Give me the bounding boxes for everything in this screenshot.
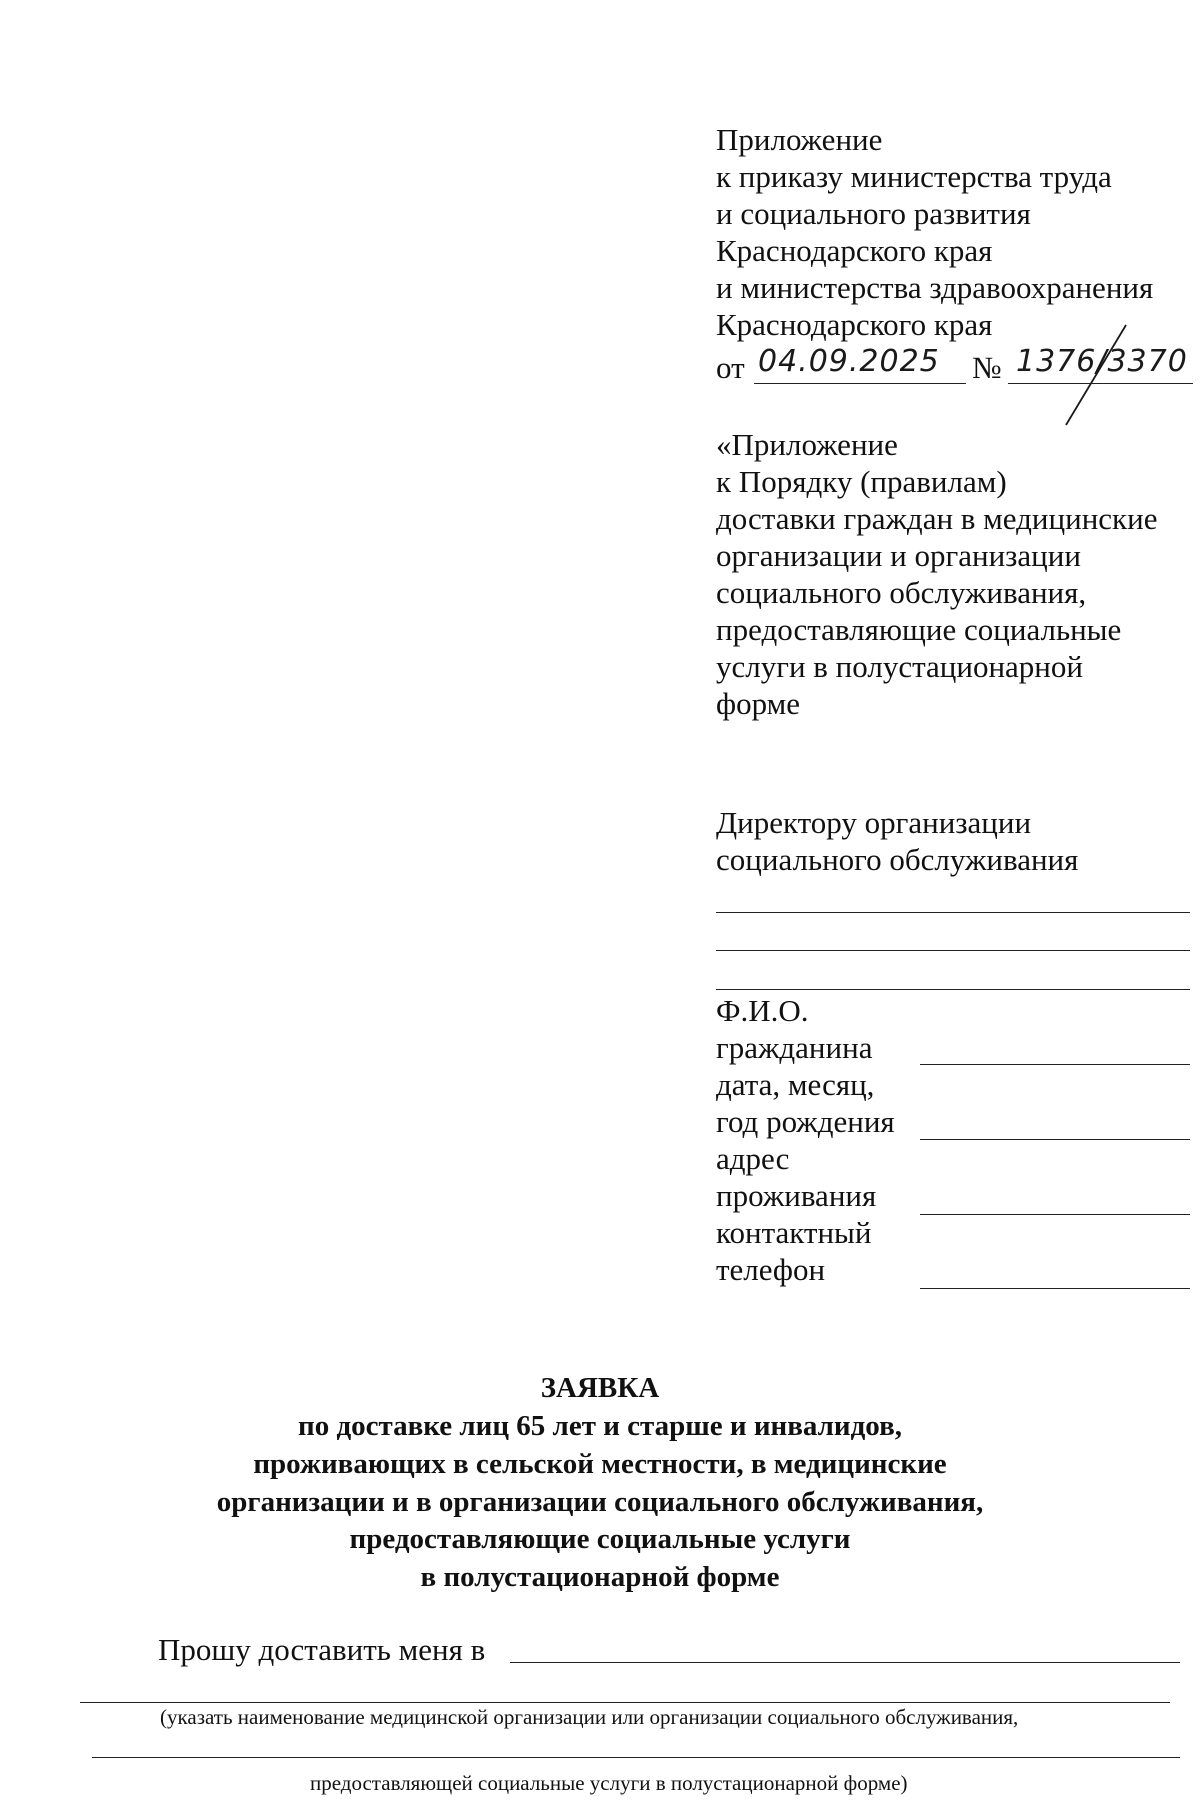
appendix-line: форме bbox=[716, 686, 800, 721]
addressee-line: социального обслуживания bbox=[716, 842, 1079, 877]
header-line: и социального развития bbox=[716, 196, 1031, 231]
header-line: Краснодарского края bbox=[716, 307, 993, 342]
citizen-label: год рождения bbox=[716, 1104, 895, 1139]
handwritten-slash-mark bbox=[1056, 321, 1136, 431]
date-underline bbox=[754, 383, 966, 384]
addressee-blank-line-2[interactable] bbox=[716, 950, 1190, 951]
order-date: 04.09.2025 bbox=[758, 344, 940, 379]
request-text: Прошу доставить меня в bbox=[158, 1632, 486, 1667]
citizen-label: телефон bbox=[716, 1252, 826, 1287]
request-destination-field-3[interactable] bbox=[92, 1757, 1180, 1758]
document-title: ЗАЯВКА bbox=[540, 1372, 660, 1404]
citizen-label: гражданина bbox=[716, 1030, 873, 1065]
header-line: и министерства здравоохранения bbox=[716, 270, 1154, 305]
header-line: Краснодарского края bbox=[716, 233, 993, 268]
appendix-line: «Приложение bbox=[716, 427, 898, 462]
header-line: Приложение bbox=[716, 122, 883, 157]
order-date-row bbox=[716, 344, 1196, 389]
title-line: проживающих в сельской местности, в медицинские bbox=[253, 1448, 947, 1480]
addressee-line: Директору организации bbox=[716, 805, 1032, 840]
phone-field[interactable] bbox=[920, 1288, 1190, 1289]
request-destination-field[interactable] bbox=[510, 1662, 1180, 1663]
citizen-label: Ф.И.О. bbox=[716, 993, 809, 1028]
citizen-label: дата, месяц, bbox=[716, 1067, 875, 1102]
from-label: от bbox=[716, 350, 745, 385]
title-line: предоставляющие социальные услуги bbox=[349, 1523, 851, 1555]
addressee-blank-line-3[interactable] bbox=[716, 989, 1190, 990]
request-hint-1: (указать наименование медицинской организации или организации социального обслуживания, bbox=[160, 1705, 1019, 1729]
header-block bbox=[716, 121, 1153, 343]
addressee-blank-line-1[interactable] bbox=[716, 912, 1190, 913]
request-destination-field-2[interactable] bbox=[80, 1702, 1170, 1703]
appendix-line: услуги в полустационарной bbox=[716, 649, 1083, 684]
appendix-line: предоставляющие социальные bbox=[716, 612, 1122, 647]
appendix-line: доставки граждан в медицинские bbox=[716, 501, 1158, 536]
order-number: 1376/3370 bbox=[1016, 344, 1188, 379]
title-line: в полустационарной форме bbox=[420, 1561, 780, 1593]
address-field[interactable] bbox=[920, 1214, 1190, 1215]
citizen-label: адрес bbox=[716, 1141, 790, 1176]
appendix-line: социального обслуживания, bbox=[716, 575, 1087, 610]
addressee-block bbox=[716, 804, 1078, 878]
request-hint-2: предоставляющей социальные услуги в полустационарной форме) bbox=[310, 1771, 908, 1795]
title-line: по доставке лиц 65 лет и старше и инвалидов, bbox=[298, 1410, 902, 1442]
appendix-line: организации и организации bbox=[716, 538, 1081, 573]
appendix-line: к Порядку (правилам) bbox=[716, 464, 1007, 499]
birth-date-field[interactable] bbox=[920, 1139, 1190, 1140]
appendix-block bbox=[716, 426, 1157, 722]
header-line: к приказу министерства труда bbox=[716, 159, 1112, 194]
citizen-label: проживания bbox=[716, 1178, 877, 1213]
citizen-label: контактный bbox=[716, 1215, 872, 1250]
number-label: № bbox=[972, 350, 1002, 385]
citizen-name-field[interactable] bbox=[920, 1064, 1190, 1065]
title-line: организации и в организации социального обслуживания, bbox=[216, 1486, 984, 1518]
citizen-block bbox=[716, 992, 895, 1288]
